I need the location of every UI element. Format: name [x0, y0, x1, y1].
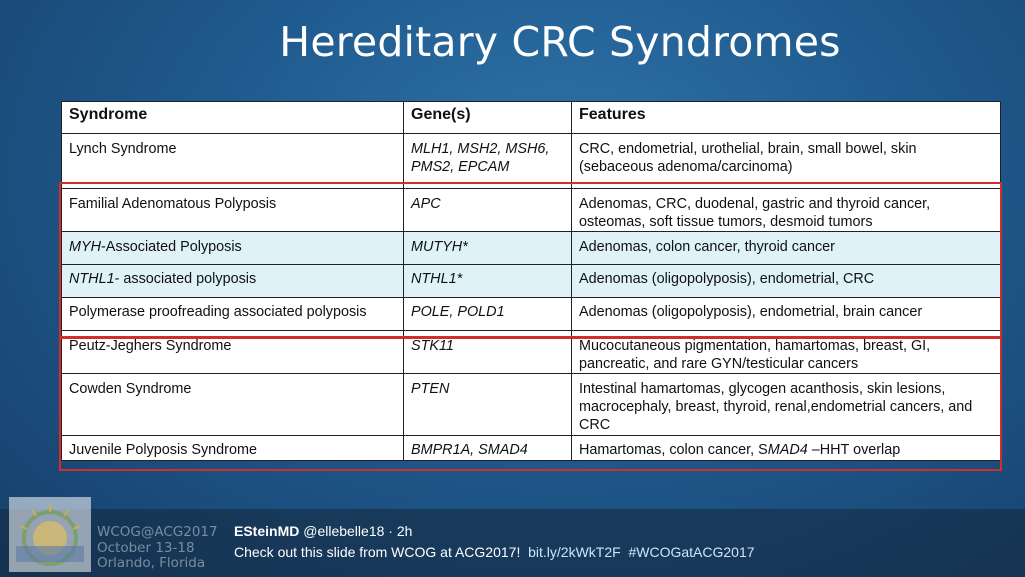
features-text-italic: MAD4: [767, 442, 808, 458]
tweet-body: Check out this slide from WCOG at ACG2017!: [234, 544, 521, 560]
features-text-pre: Hamartomas, colon cancer, S: [579, 442, 768, 458]
syndrome-cell: Familial Adenomatous Polyposis: [62, 189, 404, 232]
syndrome-cell: Lynch Syndrome: [62, 134, 404, 189]
syndrome-text: - associated polyposis: [114, 271, 257, 287]
features-cell: Adenomas, CRC, duodenal, gastric and thyroid cancer, osteomas, soft tissue tumors, desmoid tumors: [572, 189, 1001, 232]
table-header-row: [62, 102, 1001, 134]
table-row: [62, 298, 1001, 331]
conference-info: [97, 525, 218, 572]
tweet-display-name[interactable]: ESteinMD: [234, 523, 300, 539]
genes-cell: POLE, POLD1: [404, 298, 572, 331]
table-row: [62, 374, 1001, 436]
syndrome-text: -Associated Polyposis: [100, 239, 242, 255]
genes-cell: STK11: [404, 331, 572, 374]
features-cell: Adenomas (oligopolyposis), endometrial, brain cancer: [572, 298, 1001, 331]
header-syndrome: Syndrome: [62, 102, 404, 134]
features-cell: CRC, endometrial, urothelial, brain, small bowel, skin (sebaceous adenoma/carcinoma): [572, 134, 1001, 189]
table-row: [62, 134, 1001, 189]
header-genes: Gene(s): [404, 102, 572, 134]
tweet-text: [234, 544, 755, 560]
syndrome-cell: Polymerase proofreading associated polyposis: [62, 298, 404, 331]
tweet-time[interactable]: 2h: [396, 523, 413, 539]
tweet-author: [234, 523, 412, 539]
tweet-handle[interactable]: @ellebelle18: [303, 523, 385, 539]
genes-cell: MUTYH*: [404, 232, 572, 265]
genes-cell: BMPR1A, SMAD4: [404, 436, 572, 461]
genes-cell: APC: [404, 189, 572, 232]
genes-cell: PTEN: [404, 374, 572, 436]
syndrome-cell: [62, 265, 404, 298]
syndrome-cell: Peutz-Jeghers Syndrome: [62, 331, 404, 374]
table-row: [62, 232, 1001, 265]
table-row: [62, 436, 1001, 461]
features-cell: Intestinal hamartomas, glycogen acanthosis, skin lesions, macrocephaly, breast, thyroid, renal,endometrial cancers, and CRC: [572, 374, 1001, 436]
features-text-post: –HHT overlap: [807, 442, 901, 458]
tweet-hashtag[interactable]: #WCOGatACG2017: [628, 544, 755, 560]
slide-title: Hereditary CRC Syndromes: [279, 18, 841, 66]
genes-cell: NTHL1*: [404, 265, 572, 298]
conference-handle: WCOG@ACG2017: [97, 524, 218, 540]
genes-cell: MLH1, MSH2, MSH6, PMS2, EPCAM: [404, 134, 572, 189]
features-cell: Mucocutaneous pigmentation, hamartomas, breast, GI, pancreatic, and rare GYN/testicular cancers: [572, 331, 1001, 374]
features-cell: [572, 436, 1001, 461]
header-features: Features: [572, 102, 1001, 134]
table-row: [62, 331, 1001, 374]
table-row: [62, 265, 1001, 298]
syndrome-cell: [62, 232, 404, 265]
tweet-link[interactable]: bit.ly/2kWkT2F: [528, 544, 621, 560]
syndromes-table: [61, 101, 1001, 461]
table-row: [62, 189, 1001, 232]
syndrome-gene-italic: NTHL1: [69, 271, 115, 287]
conference-location: Orlando, Florida: [97, 555, 206, 571]
conference-logo-icon: [10, 500, 90, 572]
features-cell: Adenomas, colon cancer, thyroid cancer: [572, 232, 1001, 265]
syndrome-cell: Juvenile Polyposis Syndrome: [62, 436, 404, 461]
features-cell: Adenomas (oligopolyposis), endometrial, CRC: [572, 265, 1001, 298]
syndrome-gene-italic: MYH: [69, 239, 101, 255]
syndrome-cell: Cowden Syndrome: [62, 374, 404, 436]
conference-dates: October 13-18: [97, 539, 195, 556]
tweet-separator: ·: [388, 523, 393, 539]
